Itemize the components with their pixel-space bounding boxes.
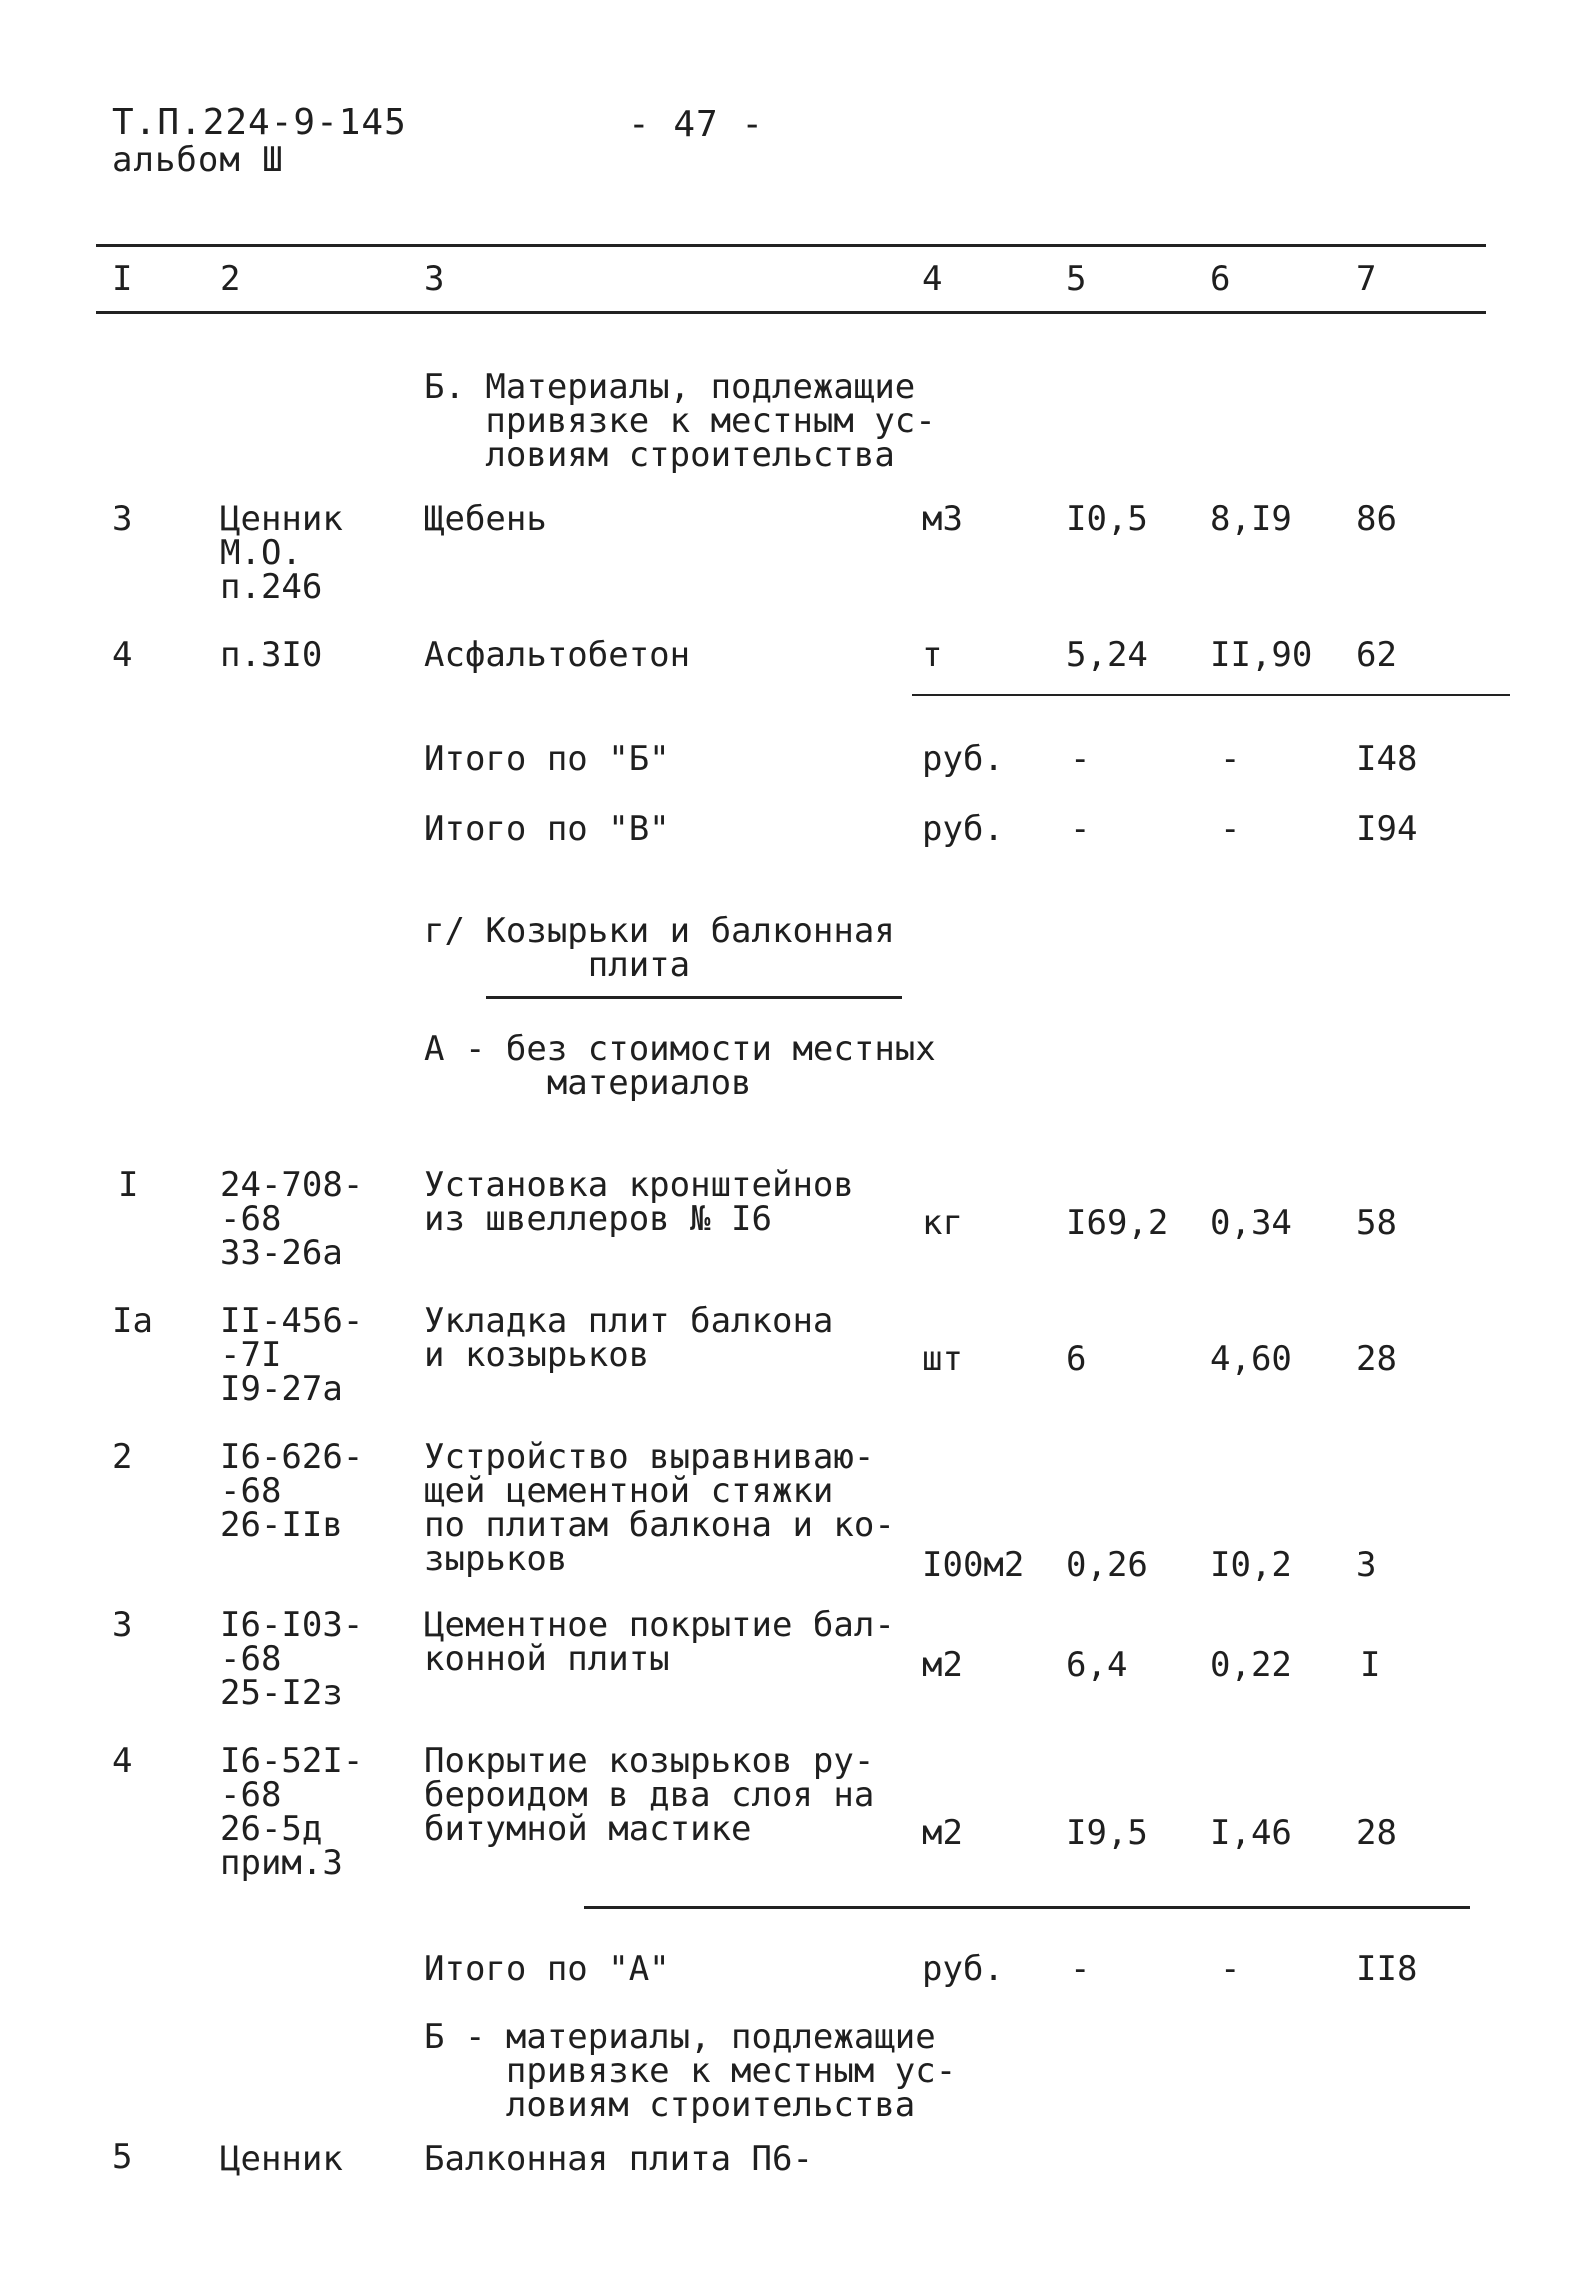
column-header-4: 4	[922, 259, 943, 299]
total-quantity: -	[1070, 1949, 1091, 1989]
row-number: 3	[112, 499, 133, 539]
column-header-6: 6	[1210, 259, 1231, 299]
row-number: 3	[112, 1605, 133, 1645]
row-unit: т	[922, 635, 943, 675]
album-label: альбом Ш	[112, 140, 284, 180]
subtotal-rule	[584, 1906, 1470, 1909]
row-quantity: I0,5	[1066, 499, 1148, 539]
row-name: Укладка плит балкона и козырьков	[424, 1301, 834, 1375]
subtotal-rule	[912, 694, 1510, 696]
total-unit: руб.	[922, 809, 1004, 849]
total-unit-price: -	[1220, 739, 1241, 779]
row-number: 5	[112, 2137, 133, 2177]
row-name: Щебень	[424, 499, 547, 539]
row-unit: м3	[922, 499, 963, 539]
row-reference: п.3I0	[220, 635, 323, 675]
total-value: I94	[1356, 809, 1418, 849]
row-quantity: 0,26	[1066, 1545, 1148, 1585]
row-total: 62	[1356, 635, 1397, 675]
section-a-subtitle: А - без стоимости местных материалов	[424, 1029, 936, 1103]
row-reference: I6-52I- -68 26-5д прим.3	[220, 1741, 364, 1883]
column-header-2: 2	[220, 259, 241, 299]
row-reference: II-456- -7I I9-27а	[220, 1301, 364, 1409]
row-number: Iа	[112, 1301, 153, 1341]
section-b2-heading: Б - материалы, подлежащие привязке к местным ус- ловиям строительства	[424, 2017, 957, 2125]
total-unit: руб.	[922, 739, 1004, 779]
row-quantity: I69,2	[1066, 1203, 1169, 1243]
row-total: 28	[1356, 1339, 1397, 1379]
doc-code: Т.П.224-9-145	[112, 102, 407, 143]
total-unit-price: -	[1220, 1949, 1241, 1989]
row-reference: Ценник М.О. п.246	[220, 499, 343, 607]
row-total: 3	[1356, 1545, 1377, 1585]
row-name: Балконная плита П6-	[424, 2139, 813, 2179]
row-unit-price: 4,60	[1210, 1339, 1292, 1379]
row-number: 4	[112, 635, 133, 675]
row-quantity: 5,24	[1066, 635, 1148, 675]
section-b-heading: Б. Материалы, подлежащие привязке к местным ус- ловиям строительства	[424, 367, 936, 475]
title-underline	[486, 996, 902, 999]
row-quantity: 6	[1066, 1339, 1087, 1379]
row-unit: м2	[922, 1645, 963, 1685]
row-unit: м2	[922, 1813, 963, 1853]
row-reference: I6-626- -68 26-IIв	[220, 1437, 364, 1545]
section-g-title: г/ Козырьки и балконная плита	[424, 911, 895, 985]
row-number: 4	[112, 1741, 133, 1781]
row-reference: Ценник	[220, 2139, 343, 2179]
header-top-rule	[96, 244, 1486, 247]
row-number: I	[118, 1165, 139, 1205]
page-number: - 47 -	[628, 104, 765, 145]
total-quantity: -	[1070, 739, 1091, 779]
total-value: I48	[1356, 739, 1418, 779]
row-unit-price: I,46	[1210, 1813, 1292, 1853]
row-unit-price: 8,I9	[1210, 499, 1292, 539]
row-unit-price: I0,2	[1210, 1545, 1292, 1585]
row-name: Асфальтобетон	[424, 635, 691, 675]
row-unit: I00м2	[922, 1545, 1025, 1585]
row-unit: кг	[922, 1203, 963, 1243]
row-reference: 24-708- -68 33-26а	[220, 1165, 364, 1273]
total-quantity: -	[1070, 809, 1091, 849]
row-total: 86	[1356, 499, 1397, 539]
total-unit: руб.	[922, 1949, 1004, 1989]
row-name: Устройство выравниваю- щей цементной стяжки по плитам балкона и ко- зырьков	[424, 1437, 895, 1579]
total-label: Итого по "А"	[424, 1949, 670, 1989]
row-total: 58	[1356, 1203, 1397, 1243]
row-name: Покрытие козырьков ру- бероидом в два слоя на битумной мастике	[424, 1741, 875, 1849]
row-total: 28	[1356, 1813, 1397, 1853]
column-header-3: 3	[424, 259, 445, 299]
row-name: Установка кронштейнов из швеллеров № I6	[424, 1165, 854, 1239]
row-total: I	[1360, 1645, 1381, 1685]
total-value: II8	[1356, 1949, 1418, 1989]
row-quantity: 6,4	[1066, 1645, 1128, 1685]
row-reference: I6-I03- -68 25-I2з	[220, 1605, 364, 1713]
row-unit: шт	[922, 1339, 963, 1379]
row-number: 2	[112, 1437, 133, 1477]
column-header-5: 5	[1066, 259, 1087, 299]
column-header-7: 7	[1356, 259, 1377, 299]
total-unit-price: -	[1220, 809, 1241, 849]
header-bottom-rule	[96, 311, 1486, 314]
row-quantity: I9,5	[1066, 1813, 1148, 1853]
total-label: Итого по "В"	[424, 809, 670, 849]
row-unit-price: 0,34	[1210, 1203, 1292, 1243]
row-name: Цементное покрытие бал- конной плиты	[424, 1605, 895, 1679]
row-unit-price: 0,22	[1210, 1645, 1292, 1685]
total-label: Итого по "Б"	[424, 739, 670, 779]
row-unit-price: II,90	[1210, 635, 1313, 675]
column-header-1: I	[112, 259, 133, 299]
